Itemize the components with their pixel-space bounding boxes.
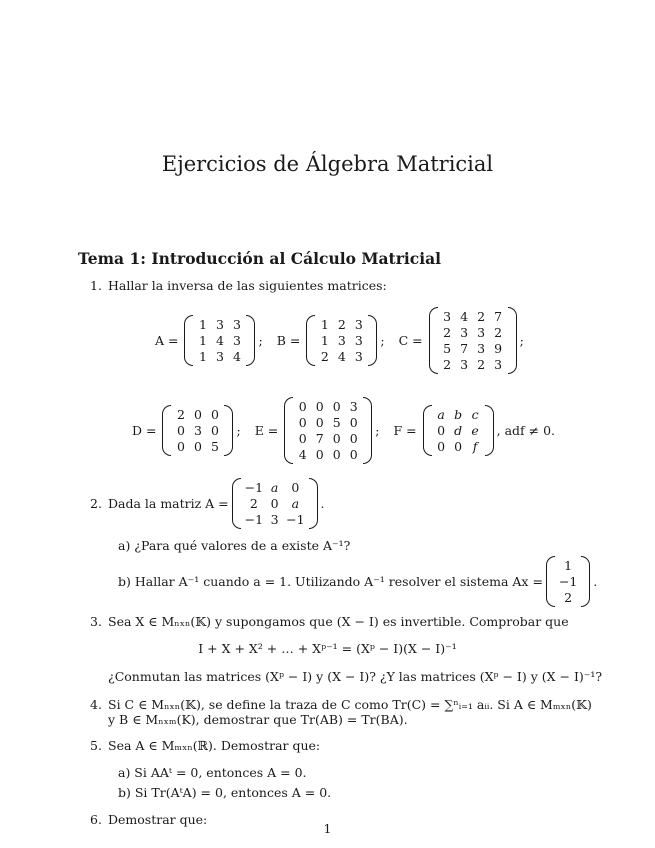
matrix-entry: 3 — [477, 340, 486, 356]
matrix-brackets — [546, 556, 590, 607]
left-paren — [429, 307, 438, 374]
matrix-entry: 2 — [320, 348, 329, 364]
matrix-entry: 0 — [298, 414, 307, 430]
matrix-entry: 3 — [354, 316, 363, 332]
exercise-1 — [90, 278, 387, 293]
exercise-4-line2: y B ∈ Mₙₓₘ(K), demostrar que Tr(AB) = Tr(BA). — [108, 712, 408, 727]
exercise-text: Sea A ∈ Mₘₓₙ(ℝ). Demostrar que: — [108, 738, 321, 753]
matrix-entry: a — [291, 495, 300, 511]
exercise-2b — [118, 556, 597, 606]
period: . — [593, 573, 598, 589]
matrix-entry: 4 — [216, 332, 224, 348]
matrix-entry: 0 — [177, 422, 185, 438]
matrix-entry: 0 — [211, 406, 219, 422]
matrix-entry: 3 — [354, 332, 363, 348]
matrix-entry: 0 — [437, 438, 446, 454]
left-paren — [284, 397, 293, 464]
matrix-entry: 3 — [460, 356, 469, 372]
matrix-entry: 1 — [320, 316, 329, 332]
matrix-entry: 2 — [443, 356, 452, 372]
matrix-brackets — [423, 405, 494, 456]
left-paren — [546, 556, 555, 607]
matrix-entry: 7 — [460, 340, 469, 356]
matrix-entry: 0 — [349, 446, 358, 462]
matrix-entry: 3 — [216, 316, 224, 332]
matrix-entry: 3 — [494, 356, 503, 372]
matrix-entry: 3 — [349, 398, 358, 414]
matrix-entry: 1 — [564, 557, 573, 573]
matrix-label: B = — [276, 332, 301, 348]
exercise-number: 1. — [90, 278, 102, 293]
matrix-suffix: ; — [236, 422, 241, 438]
matrix-entry: 4 — [460, 308, 469, 324]
equation: I + X + X² + … + Xᵖ⁻¹ = (Xᵖ − I)(X − I)⁻¹ — [198, 641, 457, 656]
matrix-entry: 2 — [337, 316, 346, 332]
matrix-c — [399, 307, 524, 374]
matrix-row-1 — [155, 308, 524, 372]
exercise-3 — [90, 614, 569, 629]
matrix-entry: 2 — [477, 308, 486, 324]
matrix-entry: 1 — [199, 332, 207, 348]
matrix-entry: 1 — [199, 316, 207, 332]
matrix-entries — [241, 478, 309, 529]
matrix-entry: b — [454, 406, 463, 422]
matrix-brackets — [284, 397, 372, 464]
matrix-brackets — [429, 307, 517, 374]
vector-b — [543, 556, 593, 607]
matrix-entry: 0 — [437, 422, 446, 438]
matrix-entry: 3 — [194, 422, 202, 438]
matrix-entry: 0 — [177, 438, 185, 454]
matrix-label: D = — [132, 422, 157, 438]
matrix-entry: 0 — [194, 438, 202, 454]
matrix-entry: d — [454, 422, 463, 438]
matrix-brackets — [232, 478, 318, 529]
matrix-entries — [171, 405, 224, 456]
right-paren — [363, 397, 372, 464]
exercise-3-question: ¿Conmutan las matrices (Xᵖ − I) y (X − I)? ¿Y las matrices (Xᵖ − I) y (X − I)⁻¹? — [108, 669, 603, 684]
matrix-entry: 9 — [494, 340, 503, 356]
matrix-entry: f — [472, 438, 478, 454]
matrix-entries — [193, 315, 246, 366]
matrix-entry: a — [437, 406, 445, 422]
section-heading: Tema 1: Introducción al Cálculo Matricial — [78, 249, 442, 268]
matrix-a — [155, 315, 263, 366]
matrix-entry: 3 — [337, 332, 346, 348]
exercise-5 — [90, 738, 320, 753]
matrix-entry: 1 — [199, 348, 207, 364]
matrix-row-2 — [132, 396, 555, 464]
matrix-entries — [293, 397, 363, 464]
matrix-entry: 2 — [177, 406, 185, 422]
left-paren — [306, 315, 315, 366]
matrix-brackets — [162, 405, 233, 456]
exercise-number: 5. — [90, 738, 102, 753]
matrix-b — [277, 315, 385, 366]
right-paren — [485, 405, 494, 456]
left-paren — [162, 405, 171, 456]
matrix-label: C = — [398, 332, 423, 348]
exercise-number: 4. — [90, 697, 102, 712]
matrix-entry: 1 — [320, 332, 329, 348]
matrix-suffix: ; — [380, 332, 385, 348]
exercise-2a: a) ¿Para qué valores de a existe A⁻¹? — [118, 538, 351, 553]
left-paren — [423, 405, 432, 456]
matrix-entry: 0 — [332, 398, 341, 414]
exercise-number: 3. — [90, 614, 102, 629]
matrix-entries — [315, 315, 368, 366]
matrix-entries — [438, 307, 508, 374]
matrix-entries — [432, 405, 485, 456]
matrix-entry: 7 — [315, 430, 324, 446]
matrix-entry: a — [270, 479, 279, 495]
matrix-d — [132, 405, 241, 456]
matrix-entry: 0 — [332, 446, 341, 462]
matrix-entry: 3 — [477, 324, 486, 340]
matrix-entry: 0 — [298, 398, 307, 414]
matrix-entry: 0 — [298, 430, 307, 446]
matrix-entry: 3 — [270, 511, 279, 527]
exercise-5b: b) Si Tr(AᵗA) = 0, entonces A = 0. — [118, 785, 332, 800]
matrix-suffix: ; — [375, 422, 380, 438]
left-paren — [184, 315, 193, 366]
matrix-entry: e — [471, 422, 479, 438]
exercise-number: 2. — [90, 495, 102, 511]
matrix-label: E = — [254, 422, 279, 438]
exercise-2 — [90, 478, 325, 528]
right-paren — [309, 478, 318, 529]
exercise-2b-text: b) Hallar A⁻¹ cuando a = 1. Utilizando A⁻¹ resolver el sistema Ax = — [118, 573, 543, 589]
matrix-entry: −1 — [244, 511, 264, 527]
left-paren — [232, 478, 241, 529]
matrix-entry: 0 — [194, 406, 202, 422]
page-number: 1 — [323, 821, 332, 836]
matrix-entry: 5 — [443, 340, 452, 356]
matrix-entry: 3 — [354, 348, 363, 364]
matrix-entry: 4 — [298, 446, 307, 462]
matrix-entry: 0 — [270, 495, 279, 511]
matrix-label: A = — [155, 332, 179, 348]
matrix-brackets — [184, 315, 255, 366]
matrix-entry: 0 — [315, 398, 324, 414]
right-paren — [368, 315, 377, 366]
matrix-suffix: ; — [519, 332, 524, 348]
matrix-entry: 3 — [233, 332, 241, 348]
right-paren — [581, 556, 590, 607]
right-paren — [246, 315, 255, 366]
matrix-entry: 3 — [460, 324, 469, 340]
matrix-entry: 0 — [315, 446, 324, 462]
matrix-entry: 0 — [291, 479, 300, 495]
matrix-suffix: , adf ≠ 0. — [496, 422, 555, 438]
matrix-entry: 5 — [211, 438, 219, 454]
exercise-5a: a) Si AAᵗ = 0, entonces A = 0. — [118, 765, 307, 780]
matrix-entry: 0 — [211, 422, 219, 438]
matrix-entry: 2 — [564, 589, 573, 605]
matrix-given — [229, 478, 321, 529]
matrix-entry: −1 — [286, 511, 305, 527]
matrix-entry: 2 — [249, 495, 258, 511]
page-title: Ejercicios de Álgebra Matricial — [161, 152, 494, 176]
matrix-suffix: ; — [258, 332, 263, 348]
matrix-entry: −1 — [558, 573, 578, 589]
matrix-entries — [555, 556, 581, 607]
matrix-entry: 5 — [332, 414, 341, 430]
exercise-text: Demostrar que: — [108, 812, 208, 827]
matrix-entry: 0 — [332, 430, 341, 446]
matrix-entry: 0 — [315, 414, 324, 430]
matrix-label: F = — [393, 422, 417, 438]
matrix-e — [255, 397, 380, 464]
matrix-entry: 0 — [349, 430, 358, 446]
matrix-entry: 0 — [454, 438, 463, 454]
matrix-entry: 4 — [337, 348, 346, 364]
matrix-entry: 4 — [233, 348, 241, 364]
matrix-entry: −1 — [244, 479, 264, 495]
right-paren — [508, 307, 517, 374]
matrix-entry: c — [471, 406, 479, 422]
exercise-number: 6. — [90, 812, 102, 827]
matrix-entry: 3 — [233, 316, 241, 332]
matrix-entry: 7 — [494, 308, 503, 324]
matrix-entry: 3 — [443, 308, 452, 324]
exercise-text: Sea X ∈ Mₙₓₙ(𝕂) y supongamos que (X − I) es invertible. Comprobar que — [108, 614, 569, 629]
matrix-entry: 2 — [443, 324, 452, 340]
matrix-entry: 2 — [494, 324, 503, 340]
matrix-entry: 3 — [216, 348, 224, 364]
matrix-brackets — [306, 315, 377, 366]
matrix-entry: 2 — [477, 356, 486, 372]
matrix-f — [394, 405, 556, 456]
period: . — [320, 495, 325, 511]
right-paren — [224, 405, 233, 456]
exercise-text: Dada la matriz A = — [108, 495, 229, 511]
matrix-entry: 0 — [349, 414, 358, 430]
exercise-text: Hallar la inversa de las siguientes matrices: — [108, 278, 387, 293]
exercise-4 — [90, 697, 592, 712]
exercise-text: Si C ∈ Mₙₓₙ(𝕂), se define la traza de C como Tr(C) = ∑ⁿᵢ₌₁ aᵢᵢ. Si A ∈ Mₘₓₙ(𝕂) — [108, 697, 592, 712]
